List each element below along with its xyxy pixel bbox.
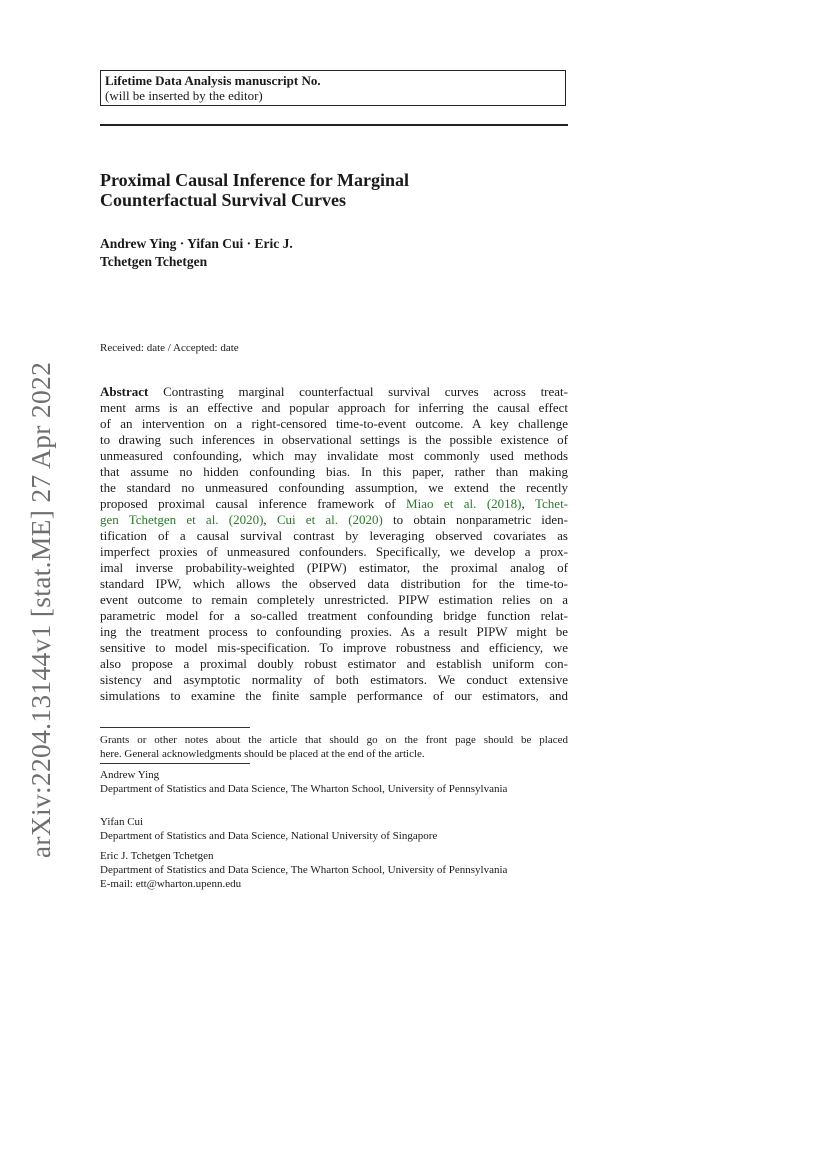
abstract-keyword: Abstract xyxy=(100,384,149,399)
abstract-line: ing the treatment process to confounding proxies. As a result PIPW might be xyxy=(100,624,568,639)
abstract-line: gen Tchetgen et al. (2020), Cui et al. (2020) to obtain nonparametric iden- xyxy=(100,512,568,527)
citation-tchetgen-2020-part1[interactable]: Tchet- xyxy=(535,496,569,511)
affiliation-dept: Department of Statistics and Data Science, The Wharton School, University of Pennsylvania xyxy=(100,864,508,876)
affiliation-dept: Department of Statistics and Data Science, The Wharton School, University of Pennsylvania xyxy=(100,783,508,795)
abstract-line: sistency and asymptotic normality of both estimators. We conduct extensive xyxy=(100,672,568,687)
citation-cui-2020[interactable]: Cui et al. (2020) xyxy=(276,512,383,527)
citation-miao-2018[interactable]: Miao et al. (2018) xyxy=(406,496,522,511)
abstract-line: parametric model for a so-called treatment confounding bridge function relat- xyxy=(100,608,568,623)
title-line-2: Counterfactual Survival Curves xyxy=(100,190,346,210)
editor-note-box xyxy=(100,70,566,106)
received-accepted-dates: Received: date / Accepted: date xyxy=(100,342,239,354)
abstract-line: that assume no hidden confounding bias. In this paper, rather than making xyxy=(100,464,568,479)
arxiv-identifier: arXiv:2204.13144v1 [stat.ME] 27 Apr 2022 xyxy=(25,361,56,859)
abstract-line: ment arms is an effective and popular approach for inferring the causal effect xyxy=(100,400,568,415)
footnote-line-2: here. General acknowledgments should be placed at the end of the article. xyxy=(100,748,425,760)
affiliation-name: Eric J. Tchetgen Tchetgen xyxy=(100,850,214,862)
affiliation-rule xyxy=(100,763,250,764)
abstract-line: tification of a causal survival contrast by leveraging observed covariates as xyxy=(100,528,568,543)
abstract-line: sensitive to model mis-specification. To improve robustness and efficiency, we xyxy=(100,640,568,655)
abstract-line: standard IPW, which allows the observed data distribution for the time-to- xyxy=(100,576,568,591)
author-list xyxy=(100,235,568,271)
journal-line: Lifetime Data Analysis manuscript No. xyxy=(105,73,321,88)
title-line-1: Proximal Causal Inference for Marginal xyxy=(100,170,409,190)
abstract-line: simulations to examine the finite sample performance of our estimators, and xyxy=(100,688,568,703)
abstract xyxy=(100,384,568,704)
citation-tchetgen-2020-part2[interactable]: gen Tchetgen et al. (2020) xyxy=(100,512,264,527)
editor-line: (will be inserted by the editor) xyxy=(105,88,263,103)
affiliation-name: Andrew Ying xyxy=(100,769,160,781)
abstract-line: imperfect proxies of unmeasured confounders. Specifically, we develop a prox- xyxy=(100,544,568,559)
affiliation-dept: Department of Statistics and Data Science, National University of Singapore xyxy=(100,830,438,842)
authors-line-2: Tchetgen Tchetgen xyxy=(100,254,208,269)
abstract-line: Abstract Contrasting marginal counterfactual survival curves across treat- xyxy=(100,384,568,399)
footnote-line-1: Grants or other notes about the article that should go on the front page should be placed xyxy=(100,734,568,746)
abstract-line: also propose a proximal doubly robust estimator and establish uniform con- xyxy=(100,656,568,671)
arxiv-sidebar xyxy=(22,356,60,864)
abstract-line: of an intervention on a right-censored time-to-event outcome. A key challenge xyxy=(100,416,568,431)
footnote-rule xyxy=(100,727,250,728)
footnote xyxy=(100,733,568,761)
abstract-line: unmeasured confounding, which may invalidate most commonly used methods xyxy=(100,448,568,463)
abstract-line: imal inverse probability-weighted (PIPW) estimator, the proximal analog of xyxy=(100,560,568,575)
abstract-line: event outcome to remain completely unrestricted. PIPW estimation relies on a xyxy=(100,592,568,607)
affiliation-name: Yifan Cui xyxy=(100,816,144,828)
affiliation-cui xyxy=(100,815,437,843)
abstract-line: to drawing such inferences in observational settings is the possible existence of xyxy=(100,432,568,447)
affiliation-tchetgen xyxy=(100,849,507,891)
abstract-line: the standard no unmeasured confounding assumption, we extend the recently xyxy=(100,480,568,495)
affiliation-email[interactable]: E-mail: ett@wharton.upenn.edu xyxy=(100,878,242,890)
header-rule xyxy=(100,124,568,126)
affiliation-ying xyxy=(100,768,507,796)
paper-title xyxy=(100,170,568,210)
abstract-line: proposed proximal causal inference framework of Miao et al. (2018), Tchet- xyxy=(100,496,569,511)
authors-line-1: Andrew Ying · Yifan Cui · Eric J. xyxy=(100,236,293,251)
